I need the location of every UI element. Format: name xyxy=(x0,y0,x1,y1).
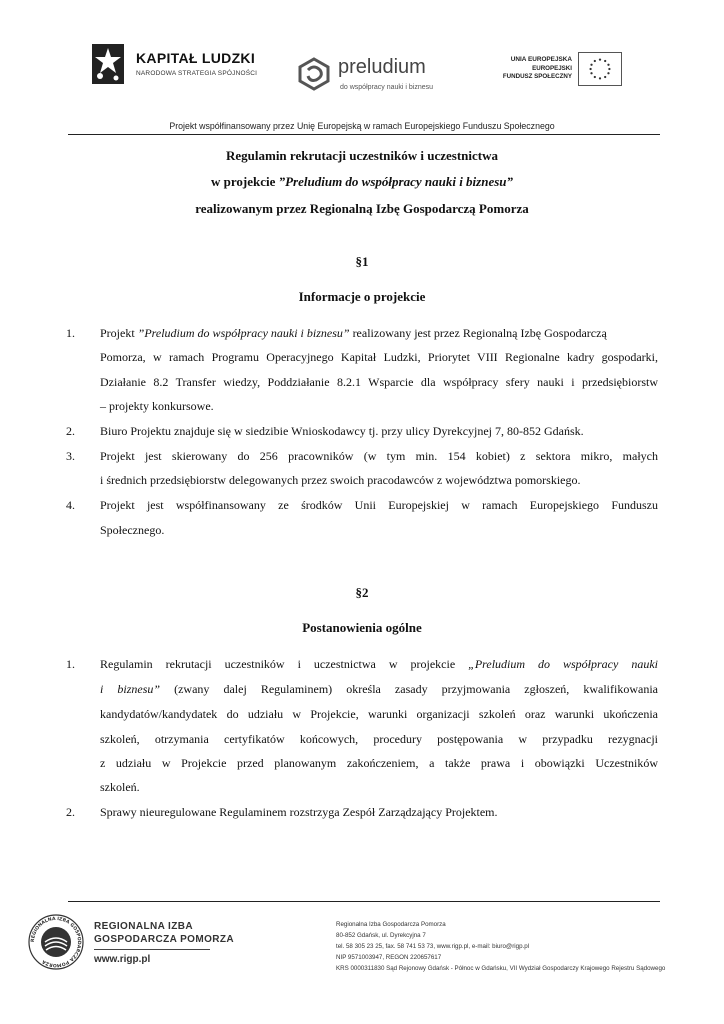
rigp-seal-icon xyxy=(28,914,84,970)
preludium-logo xyxy=(296,54,446,100)
contact-line-2: 80-852 Gdańsk, ul. Dyrekcyjna 7 xyxy=(336,932,426,939)
preludium-subtitle: do współpracy nauki i biznesu xyxy=(340,84,433,91)
s1-item-3-num: 3. xyxy=(66,449,75,463)
preludium-swirl-icon xyxy=(296,56,332,92)
s2-item-1-num: 1. xyxy=(66,657,75,671)
eu-line-2: EUROPEJSKI xyxy=(532,64,572,72)
rigp-name-line-1: REGIONALNA IZBA xyxy=(94,921,193,932)
s1-item-1-line-2: Pomorza, w ramach Programu Operacyjnego Kapitał Ludzki, Priorytet VIII Regionalne kadry gospodarki, xyxy=(100,350,658,364)
s2-item-1-line-6: szkoleń. xyxy=(100,780,140,794)
section-2-mark: §2 xyxy=(355,585,369,600)
rigp-seal-text: REGIONALNA IZBA GOSPODARCZA POMORZA xyxy=(30,916,82,968)
s2-item-1-text-b: (zwany dalej Regulaminem) określa zasady przyjmowania zgłoszeń, kwalifikowania xyxy=(160,682,658,696)
rigp-website: www.rigp.pl xyxy=(94,954,151,965)
eu-line-3: FUNDUSZ SPOŁECZNY xyxy=(502,73,572,80)
contact-line-3: tel. 58 305 23 25, fax. 58 741 53 73, www.rigp.pl, e-mail: biuro@rigp.pl xyxy=(336,943,530,950)
kapital-ludzki-logo xyxy=(88,42,268,92)
cofunding-note: Projekt współfinansowany przez Unię Europejską w ramach Europejskiego Funduszu Społecznego xyxy=(169,121,555,131)
s1-item-1-line-1 xyxy=(100,326,658,341)
contact-line-1: Regionalna Izba Gospodarcza Pomorza xyxy=(336,921,446,928)
s1-item-1-text-b: realizowany jest przez Regionalną Izbę Gospodarczą xyxy=(349,326,607,340)
s2-item-1-line-4: szkoleń, otrzymania certyfikatów końcowych, procedury postępowania w przypadku rezygnacji xyxy=(100,732,658,746)
s2-item-1-line-1 xyxy=(100,657,658,672)
s1-item-1-line-3: Działanie 8.2 Transfer wiedzy, Poddziałanie 8.2.1 Wsparcie dla współpracy sfery nauki i przedsiębiorstw xyxy=(100,375,658,389)
s2-item-1-project-name-b: i biznesu” xyxy=(100,682,161,696)
section-1-mark: §1 xyxy=(355,254,369,269)
s1-item-1-project-name: ”Preludium do współpracy nauki i biznesu” xyxy=(137,326,350,340)
rigp-logo xyxy=(28,914,235,974)
section-1-heading: Informacje o projekcie xyxy=(298,289,426,304)
eu-text xyxy=(478,56,572,82)
s2-item-1-project-name-a: „Preludium do współpracy nauki xyxy=(468,657,658,671)
s1-item-1-num: 1. xyxy=(66,326,75,340)
s2-item-1-text-a: Regulamin rekrutacji uczestników i uczestnictwa w projekcie xyxy=(100,657,469,671)
section-2-heading: Postanowienia ogólne xyxy=(302,620,422,635)
doc-title-prefix: w projekcie xyxy=(210,174,279,189)
s2-item-1-line-2 xyxy=(100,682,658,697)
s2-item-1-line-3: kandydatów/kandydatek do udziału w Projekcie, warunki organizacji szkoleń oraz warunki ukończenia xyxy=(100,707,658,721)
s1-item-2-line-1: Biuro Projektu znajduje się w siedzibie Wnioskodawcy tj. przy ulicy Dyrekcyjnej 7, 80-852 Gdańsk. xyxy=(100,424,584,438)
s2-item-2-num: 2. xyxy=(66,805,75,819)
kapital-ludzki-subtitle: NARODOWA STRATEGIA SPÓJNOŚCI xyxy=(136,70,258,77)
s1-item-4-line-1: Projekt jest współfinansowany ze środków Unii Europejskiej w ramach Europejskiego Funduszu xyxy=(100,498,658,512)
contact-line-4: NIP 9571003947, REGON 220657617 xyxy=(336,954,442,961)
kapital-ludzki-title: KAPITAŁ LUDZKI xyxy=(136,50,256,66)
contact-line-5: KRS 0000311830 Sąd Rejonowy Gdańsk - Północ w Gdańsku, VII Wydział Gospodarczy Krajowego Rejestru Sądowego xyxy=(336,965,666,972)
s1-item-4-num: 4. xyxy=(66,498,75,512)
doc-title-line-2 xyxy=(62,174,662,190)
s1-item-1-line-4: – projekty konkursowe. xyxy=(100,399,214,413)
preludium-title: preludium xyxy=(338,56,426,78)
s1-item-3-line-1: Projekt jest skierowany do 256 pracowników (w tym min. 154 kobiet) z sektora mikro, małych xyxy=(100,449,658,463)
header-divider xyxy=(68,134,660,135)
kapital-ludzki-star-icon xyxy=(88,42,128,88)
eu-line-1: UNIA EUROPEJSKA xyxy=(510,56,572,63)
doc-title-line-3: realizowanym przez Regionalną Izbę Gospodarczą Pomorza xyxy=(195,201,529,216)
doc-title-line-1: Regulamin rekrutacji uczestników i uczestnictwa xyxy=(225,148,498,163)
rigp-name-line-2: GOSPODARCZA POMORZA xyxy=(94,934,235,945)
eu-flag-icon xyxy=(578,52,622,86)
s2-item-2-line-1: Sprawy nieuregulowane Regulaminem rozstrzyga Zespół Zarządzający Projektem. xyxy=(100,805,498,819)
s1-item-2-num: 2. xyxy=(66,424,75,438)
s1-item-3-line-2: i średnich przedsiębiorstw delegowanych przez swoich pracodawców z województwa pomorskiego. xyxy=(100,473,581,487)
doc-title-project-name: ”Preludium do współpracy nauki i biznesu” xyxy=(278,174,514,189)
rigp-underline xyxy=(94,949,210,950)
s1-item-4-line-2: Społecznego. xyxy=(100,523,165,537)
s2-item-1-line-5: z udziału w Projekcie przed planowanym zakończeniem, a także prawa i obowiązki Uczestników xyxy=(100,756,658,770)
eu-logo xyxy=(478,52,628,92)
s1-item-1-text-a: Projekt xyxy=(100,326,138,340)
footer-divider xyxy=(68,901,660,902)
